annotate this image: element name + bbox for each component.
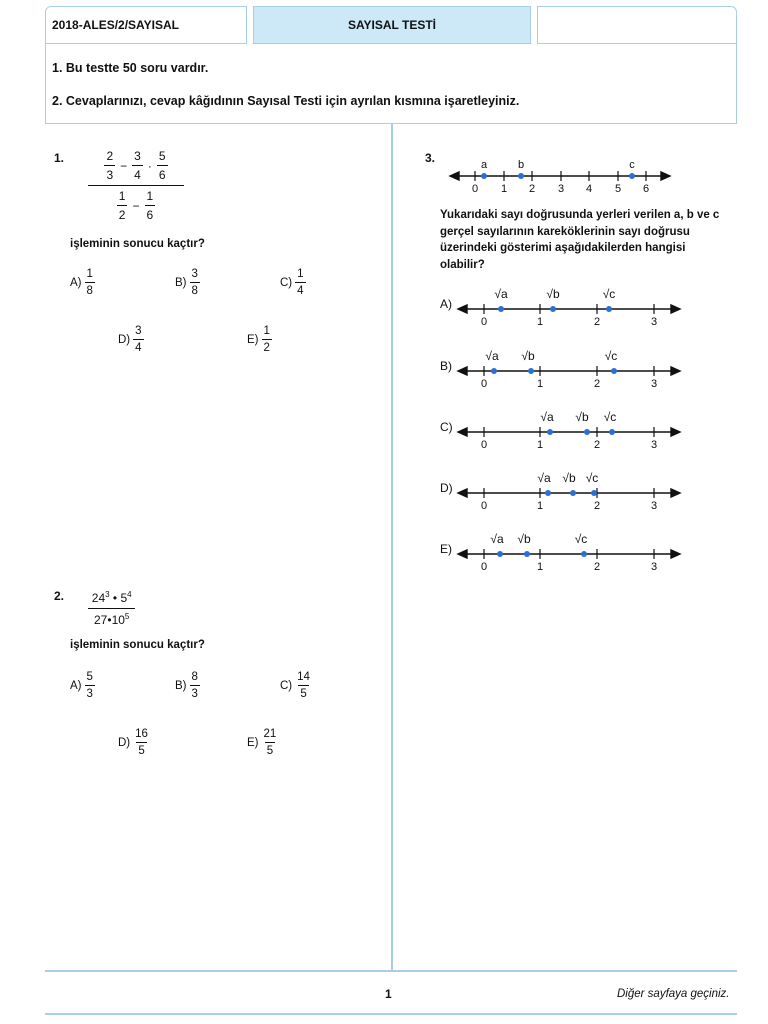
q2-option-d[interactable] <box>118 728 150 757</box>
tick-1: 1 <box>536 316 544 328</box>
root-c: √c <box>604 349 618 363</box>
q3-option-c-label: C) <box>440 420 453 434</box>
tick-3: 3 <box>650 316 658 328</box>
instruction-2: 2. Cevaplarınızı, cevap kâğıdının Sayısal Testi için ayrılan kısmına işaretleyiniz. <box>52 94 520 108</box>
q3-tick-3: 3 <box>557 183 565 195</box>
q3-tick-0: 0 <box>471 183 479 195</box>
tick-2: 2 <box>593 500 601 512</box>
option-label: B) <box>175 679 187 692</box>
root-c: √c <box>574 532 588 546</box>
q3-question: Yukarıdaki sayı doğrusunda yerleri verilen a, b ve c gerçel sayılarının kareköklerinin sayı doğrusu üzerindeki gösterimi aşağıdakilerden hangisi olabilir? <box>440 209 720 271</box>
q2-num-exp1: 3 <box>105 590 110 599</box>
header-test-title <box>253 6 531 44</box>
point-sqrt-a <box>497 551 503 557</box>
q3-number: 3. <box>425 151 436 165</box>
tick-0: 0 <box>480 316 488 328</box>
q1-number: 1. <box>54 151 65 165</box>
q1-op1: − <box>120 158 128 173</box>
q1-n2: 3 <box>134 149 141 163</box>
q3-option-e-axis <box>458 550 680 558</box>
option-label: C) <box>280 276 293 289</box>
header-exam-code <box>45 6 247 44</box>
q1-expression <box>88 149 184 222</box>
q2-option-e[interactable] <box>247 728 278 757</box>
page-number: 1 <box>385 987 392 1001</box>
option-den: 5 <box>298 685 308 700</box>
point-sqrt-b <box>570 490 576 496</box>
tick-0: 0 <box>480 500 488 512</box>
tick-2: 2 <box>593 439 601 451</box>
q3-option-e[interactable] <box>440 527 685 575</box>
q3-tick-6: 6 <box>642 183 650 195</box>
q2-den-base2: 10 <box>111 613 125 627</box>
option-num: 5 <box>86 671 93 683</box>
option-den: 2 <box>262 339 272 354</box>
q3-label-b: b <box>517 159 525 171</box>
q3-option-c[interactable] <box>440 405 685 453</box>
tick-0: 0 <box>480 378 488 390</box>
q2-num-exp2: 4 <box>127 590 132 599</box>
q3-tick-2: 2 <box>528 183 536 195</box>
q3-option-e-label: E) <box>440 542 452 556</box>
q1-n4: 1 <box>118 189 126 203</box>
q2-expression <box>88 590 135 627</box>
root-c: √c <box>603 410 617 424</box>
option-num: 1 <box>86 268 93 280</box>
root-b: √b <box>517 532 531 546</box>
tick-2: 2 <box>593 316 601 328</box>
point-sqrt-b <box>528 368 534 374</box>
option-den: 4 <box>295 282 305 297</box>
tick-0: 0 <box>480 439 488 451</box>
root-a: √a <box>537 471 551 485</box>
q1-option-a[interactable] <box>70 268 95 297</box>
footer-top-rule <box>45 970 737 972</box>
option-label: C) <box>280 679 293 692</box>
q3-main-number-line <box>448 155 678 200</box>
q3-point-c <box>629 173 635 179</box>
instructions-box <box>45 44 737 124</box>
option-label: A) <box>70 679 82 692</box>
instruction-1: 1. Bu testte 50 soru vardır. <box>52 61 209 75</box>
option-den: 3 <box>85 685 95 700</box>
tick-3: 3 <box>650 439 658 451</box>
q3-option-b-label: B) <box>440 359 452 373</box>
option-num: 1 <box>263 325 270 337</box>
q1-question: işleminin sonucu kaçtır? <box>70 238 205 250</box>
column-divider <box>391 124 393 971</box>
q1-d2: 4 <box>132 165 143 182</box>
option-den: 4 <box>133 339 143 354</box>
q2-den-exp2: 5 <box>124 612 130 621</box>
point-sqrt-c <box>581 551 587 557</box>
q3-option-c-axis <box>458 428 680 436</box>
q1-option-b[interactable] <box>175 268 200 297</box>
footer-bottom-rule <box>45 1013 737 1015</box>
q1-n5: 1 <box>146 189 154 203</box>
root-b: √b <box>575 410 589 424</box>
header-right-box <box>537 6 737 44</box>
q1-d1: 3 <box>104 165 115 182</box>
option-den: 8 <box>190 282 200 297</box>
q2-option-b[interactable] <box>175 671 200 700</box>
root-a: √a <box>490 532 504 546</box>
q3-point-b <box>518 173 524 179</box>
tick-1: 1 <box>536 439 544 451</box>
tick-3: 3 <box>650 561 658 573</box>
q3-tick-5: 5 <box>614 183 622 195</box>
tick-2: 2 <box>593 561 601 573</box>
option-num: 21 <box>263 728 277 740</box>
q2-num-base2: 5 <box>120 591 128 605</box>
point-sqrt-a <box>545 490 551 496</box>
q1-d5: 6 <box>145 205 156 222</box>
point-sqrt-b <box>550 306 556 312</box>
root-c: √c <box>585 471 599 485</box>
q3-point-a <box>481 173 487 179</box>
q2-num-dot: • <box>112 591 118 605</box>
point-sqrt-b <box>584 429 590 435</box>
q2-den-dot: • <box>107 613 112 627</box>
point-sqrt-a <box>491 368 497 374</box>
tick-1: 1 <box>536 378 544 390</box>
q3-option-a-axis <box>458 305 680 313</box>
option-label: B) <box>175 276 187 289</box>
q3-tick-1: 1 <box>500 183 508 195</box>
q1-n1: 2 <box>106 149 114 163</box>
q3-option-a-label: A) <box>440 297 452 311</box>
q1-n3: 5 <box>158 149 166 163</box>
option-num: 16 <box>135 728 148 740</box>
q2-num-base1: 24 <box>91 591 106 605</box>
tick-1: 1 <box>536 561 544 573</box>
q3-label-c: c <box>629 159 635 171</box>
option-den: 5 <box>136 742 146 757</box>
q1-option-e[interactable] <box>247 325 272 354</box>
point-sqrt-c <box>606 306 612 312</box>
next-page-note: Diğer sayfaya geçiniz. <box>617 988 730 1000</box>
option-label: E) <box>247 736 259 749</box>
point-sqrt-c <box>591 490 597 496</box>
option-num: 3 <box>191 268 198 280</box>
q3-option-d[interactable] <box>440 466 685 514</box>
q3-option-d-label: D) <box>440 481 453 495</box>
point-sqrt-a <box>547 429 553 435</box>
point-sqrt-b <box>524 551 530 557</box>
q2-den-base1: 27 <box>94 613 108 627</box>
q2-numerator <box>92 590 132 608</box>
q1-op2: · <box>147 158 152 173</box>
q3-option-a[interactable] <box>440 282 685 330</box>
header-exam-code-text: 2018-ALES/2/SAYISAL <box>52 18 179 32</box>
option-num: 3 <box>135 325 142 337</box>
root-b: √b <box>562 471 576 485</box>
root-b: √b <box>546 287 560 301</box>
option-label: D) <box>118 333 131 346</box>
q2-denominator <box>88 608 135 627</box>
root-b: √b <box>521 349 535 363</box>
option-label: E) <box>247 333 259 346</box>
q3-option-b[interactable] <box>440 344 685 392</box>
tick-1: 1 <box>536 500 544 512</box>
q2-option-c[interactable] <box>280 671 312 700</box>
q1-d3: 6 <box>157 165 168 182</box>
option-den: 8 <box>85 282 95 297</box>
root-a: √a <box>540 410 554 424</box>
option-num: 1 <box>297 268 304 280</box>
q1-option-d[interactable] <box>118 325 144 354</box>
option-num: 8 <box>191 671 198 683</box>
tick-2: 2 <box>593 378 601 390</box>
root-a: √a <box>494 287 508 301</box>
root-a: √a <box>485 349 499 363</box>
q2-question: işleminin sonucu kaçtır? <box>70 639 205 651</box>
option-label: A) <box>70 276 82 289</box>
q1-option-c[interactable] <box>280 268 306 297</box>
point-sqrt-c <box>611 368 617 374</box>
point-sqrt-a <box>498 306 504 312</box>
header-title-text: SAYISAL TESTİ <box>347 18 437 32</box>
option-den: 3 <box>190 685 200 700</box>
q2-option-a[interactable] <box>70 671 95 700</box>
q1-op3: − <box>132 198 140 213</box>
q3-label-a: a <box>480 159 488 171</box>
tick-3: 3 <box>650 378 658 390</box>
tick-3: 3 <box>650 500 658 512</box>
option-den: 5 <box>265 742 275 757</box>
root-c: √c <box>602 287 616 301</box>
q3-option-d-axis <box>458 489 680 497</box>
q2-number: 2. <box>54 589 65 603</box>
option-label: D) <box>118 736 131 749</box>
option-num: 14 <box>297 671 310 683</box>
tick-0: 0 <box>480 561 488 573</box>
q1-d4: 2 <box>117 205 128 222</box>
q3-tick-4: 4 <box>585 183 593 195</box>
point-sqrt-c <box>609 429 615 435</box>
